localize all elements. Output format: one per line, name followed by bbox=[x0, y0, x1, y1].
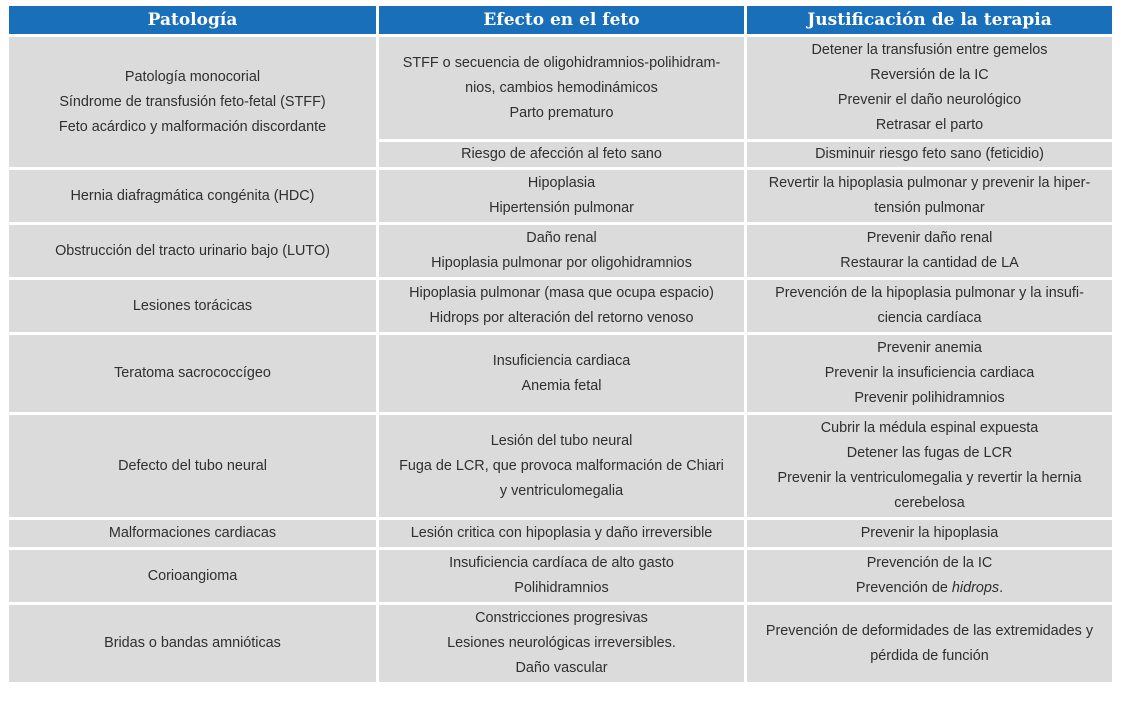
cell-line: Prevenir el daño neurológico bbox=[837, 92, 1022, 108]
cell-patologia bbox=[8, 334, 378, 414]
cell-line: Fuga de LCR, que provoca malformación de Chiari bbox=[399, 457, 724, 474]
cell-justificacion bbox=[746, 549, 1114, 604]
cell-justificacion bbox=[746, 519, 1114, 549]
cell-line: Teratoma sacrococcígeo bbox=[114, 365, 271, 381]
cell-line: Constricciones progresivas bbox=[475, 610, 648, 626]
cell-line: Corioangioma bbox=[147, 567, 238, 584]
table-row bbox=[8, 224, 1114, 279]
cell-line: Obstrucción del tracto urinario bajo (LUTO) bbox=[55, 242, 330, 259]
cell-efecto bbox=[378, 36, 746, 141]
cell-line: Prevenir la hipoplasia bbox=[860, 525, 999, 541]
table-row bbox=[8, 414, 1114, 519]
cell-line: pérdida de función bbox=[870, 647, 989, 664]
table-row bbox=[8, 334, 1114, 414]
cell-line: Bridas o bandas amnióticas bbox=[104, 635, 281, 651]
cell-line: nios, cambios hemodinámicos bbox=[465, 79, 658, 96]
cell-line: Hidrops por alteración del retorno venoso bbox=[429, 310, 694, 326]
cell-justificacion bbox=[746, 224, 1114, 279]
cell-line: Hipoplasia bbox=[527, 175, 596, 191]
cell-line: Prevenir la ventriculomegalia y revertir la hernia bbox=[777, 470, 1082, 486]
cell-patologia bbox=[8, 604, 378, 684]
cell-justificacion bbox=[746, 141, 1114, 169]
cell-line: Hipertensión pulmonar bbox=[489, 200, 634, 216]
cell-line: Daño vascular bbox=[515, 660, 608, 676]
cell-line: Insuficiencia cardiaca bbox=[492, 352, 631, 369]
cell-line: Prevención de la hipoplasia pulmonar y la insufi- bbox=[775, 285, 1084, 301]
cell-line: Prevenir polihidramnios bbox=[854, 390, 1005, 406]
cell-line: Parto prematuro bbox=[509, 104, 614, 121]
cell-line: Prevención de la IC bbox=[866, 555, 993, 571]
cell-line: Hipoplasia pulmonar por oligohidramnios bbox=[431, 255, 692, 271]
cell-line: Prevención de deformidades de las extremidades y bbox=[765, 622, 1094, 639]
cell-patologia bbox=[8, 279, 378, 334]
table-row bbox=[8, 604, 1114, 684]
cell-line: Defecto del tubo neural bbox=[118, 457, 267, 474]
cell-italic-text: hidrops bbox=[951, 580, 1000, 596]
cell-patologia bbox=[8, 36, 378, 169]
cell-efecto bbox=[378, 414, 746, 519]
cell-justificacion bbox=[746, 169, 1114, 224]
cell-efecto bbox=[378, 169, 746, 224]
cell-line: Retrasar el parto bbox=[875, 117, 984, 133]
cell-efecto bbox=[378, 549, 746, 604]
cell-line: tensión pulmonar bbox=[874, 200, 985, 216]
cell-line: Lesiones torácicas bbox=[132, 297, 253, 314]
cell-line: Reversión de la IC bbox=[870, 67, 989, 83]
cell-line: STFF o secuencia de oligohidramnios-polihidram- bbox=[402, 54, 721, 71]
table-row bbox=[8, 169, 1114, 224]
cell-line: Detener la transfusión entre gemelos bbox=[811, 42, 1048, 58]
cell-patologia bbox=[8, 414, 378, 519]
cell-efecto bbox=[378, 604, 746, 684]
cell-line: Síndrome de transfusión feto-fetal (STFF) bbox=[59, 93, 326, 110]
cell-line: cerebelosa bbox=[894, 495, 965, 511]
cell-line: Daño renal bbox=[526, 230, 597, 246]
cell-efecto bbox=[378, 141, 746, 169]
cell-patologia bbox=[8, 549, 378, 604]
header-patologia: Patología bbox=[8, 6, 378, 36]
cell-text: . bbox=[999, 580, 1004, 596]
cell-line: Prevenir la insuficiencia cardiaca bbox=[824, 365, 1035, 381]
cell-line: Anemia fetal bbox=[521, 377, 602, 394]
table-row bbox=[8, 519, 1114, 549]
cell-line: Revertir la hipoplasia pulmonar y prevenir la hiper- bbox=[768, 175, 1091, 191]
cell-line: ciencia cardíaca bbox=[877, 310, 982, 326]
table-row bbox=[8, 36, 1114, 141]
cell-line bbox=[753, 576, 1106, 601]
cell-line: Restaurar la cantidad de LA bbox=[840, 255, 1019, 271]
cell-line: Lesiones neurológicas irreversibles. bbox=[447, 635, 676, 651]
cell-efecto bbox=[378, 334, 746, 414]
cell-line: Patología monocorial bbox=[124, 68, 261, 85]
cell-justificacion bbox=[746, 604, 1114, 684]
cell-line: Malformaciones cardiacas bbox=[108, 525, 277, 541]
cell-line: Hernia diafragmática congénita (HDC) bbox=[70, 187, 315, 204]
table-header-row bbox=[8, 6, 1114, 36]
cell-line: Lesión critica con hipoplasia y daño irreversible bbox=[410, 525, 713, 541]
header-justificacion: Justificación de la terapia bbox=[746, 6, 1114, 36]
cell-line: y ventriculomegalia bbox=[499, 482, 624, 499]
cell-line: Insuficiencia cardíaca de alto gasto bbox=[449, 555, 674, 571]
cell-patologia bbox=[8, 519, 378, 549]
cell-patologia bbox=[8, 169, 378, 224]
cell-line: Hipoplasia pulmonar (masa que ocupa espacio) bbox=[409, 285, 714, 301]
cell-justificacion bbox=[746, 334, 1114, 414]
cell-justificacion bbox=[746, 414, 1114, 519]
cell-line: Feto acárdico y malformación discordante bbox=[58, 118, 327, 135]
cell-text: Prevención de bbox=[855, 580, 952, 596]
cell-line: Polihidramnios bbox=[514, 580, 609, 596]
cell-line: Disminuir riesgo feto sano (feticidio) bbox=[815, 146, 1044, 162]
cell-patologia bbox=[8, 224, 378, 279]
cell-line: Lesión del tubo neural bbox=[490, 432, 633, 449]
cell-line: Cubrir la médula espinal expuesta bbox=[820, 420, 1039, 436]
therapy-table bbox=[6, 6, 1115, 685]
cell-justificacion bbox=[746, 36, 1114, 141]
header-efecto: Efecto en el feto bbox=[378, 6, 746, 36]
cell-efecto bbox=[378, 279, 746, 334]
cell-line: Prevenir anemia bbox=[877, 340, 982, 356]
cell-efecto bbox=[378, 519, 746, 549]
cell-line: Detener las fugas de LCR bbox=[846, 445, 1013, 461]
cell-justificacion bbox=[746, 279, 1114, 334]
table-row bbox=[8, 279, 1114, 334]
cell-line: Prevenir daño renal bbox=[866, 230, 993, 246]
table-row bbox=[8, 549, 1114, 604]
cell-line: Riesgo de afección al feto sano bbox=[461, 146, 662, 162]
cell-efecto bbox=[378, 224, 746, 279]
